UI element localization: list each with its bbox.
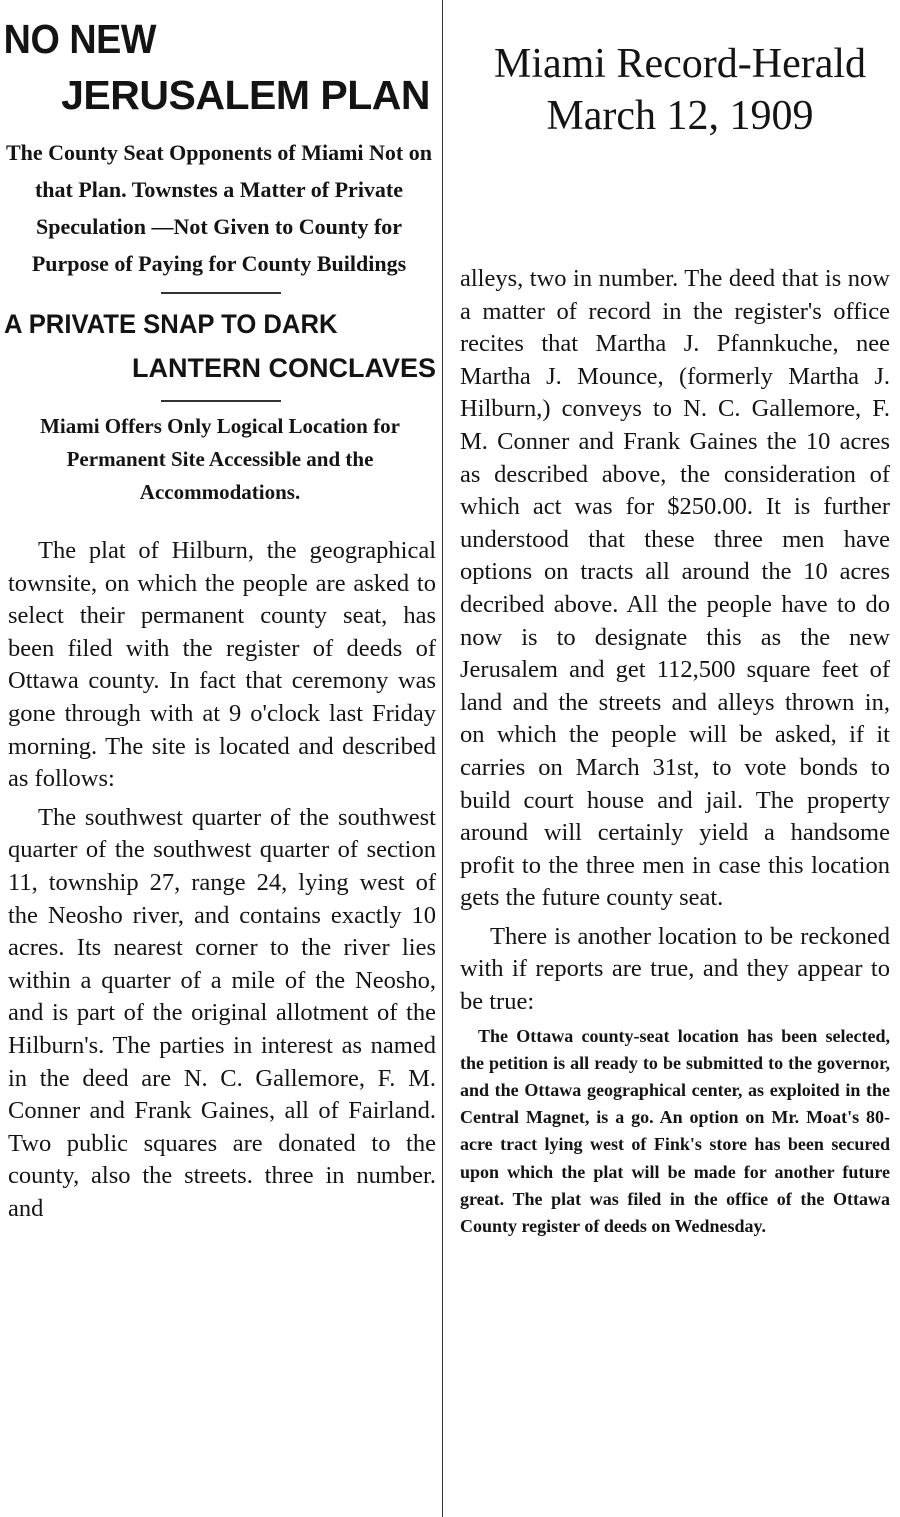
article-paragraph-4: There is another location to be reckoned with if reports are true, and they appear to be true: (460, 922, 890, 1016)
divider-rule (161, 400, 281, 402)
quoted-excerpt: The Ottawa county-seat location has been selected, the petition is all ready to be submitted to the governor, and the Ottawa geographical center, as exploited in the Central Magnet, is a go. An option on Mr. Moat's 80-acre tract lying west of Fink's store has been secured upon which the plat will be made for another future great. The plat was filed in the office of the Ottawa County register of deeds on Wednesday. (460, 1025, 890, 1237)
publication-name: Miami Record-Herald (493, 41, 867, 87)
divider-rule (161, 292, 281, 294)
article-paragraph-3: alleys, two in number. The deed that is now a matter of record in the register's office recites that Martha J. Pfannkuche, nee Martha J. Mounce, (formerly Martha J. Hilburn,) conveys to N. C. Gallemore, F. M. Conner and Frank Gaines the 10 acres as described above, the consideration of which act was for $250.00. It is further understood that these three men have options on tracts all around the 10 acres decribed above. All the people have to do now is to designate this as the new Jerusalem and get 112,500 square feet of land and the streets and alleys thrown in, on which the people will be asked, if it carries on March 31st, to vote bonds to build court house and jail. The property around will certainly yield a handsome profit to the three men in case this location gets the future county seat. (460, 265, 890, 912)
headline-line-1: NO NEW (3, 16, 156, 62)
secondary-headline-line-2: LANTERN CONCLAVES (131, 353, 436, 383)
secondary-deck: Miami Offers Only Logical Location for Permanent Site Accessible and the Accommodations. (40, 414, 400, 504)
subheadline-deck: The County Seat Opponents of Miami Not on that Plan. Townstes a Matter of Private Speculation —Not Given to County for Purpose of Paying for County Buildings (6, 140, 432, 276)
secondary-headline-line-1: A PRIVATE SNAP TO DARK (4, 309, 338, 339)
headline-line-2: JERUSALEM PLAN (61, 72, 430, 118)
article-paragraph-2: The southwest quarter of the southwest quarter of the southwest quarter of section 11, township 27, range 24, lying west of the Neosho river, and contains exactly 10 acres. Its nearest corner to the river lies within a quarter of a mile of the Neosho, and is part of the original allotment of the Hilburn's. The parties in interest as named in the deed are N. C. Gallemore, F. M. Conner and Frank Gaines, all of Fairland. Two public squares are donated to the county, also the streets. three in number. and (8, 803, 436, 1222)
right-column-body (460, 263, 890, 1240)
right-column (448, 0, 900, 1517)
article-paragraph-1: The plat of Hilburn, the geographical townsite, on which the people are asked to select their permanent county seat, has been filed with the register of deeds of Ottawa county. In fact that ceremony was gone through with at 9 o'clock last Friday morning. The site is located and described as follows: (8, 537, 436, 793)
left-column (0, 0, 443, 1517)
publication-date: March 12, 1909 (546, 93, 814, 139)
